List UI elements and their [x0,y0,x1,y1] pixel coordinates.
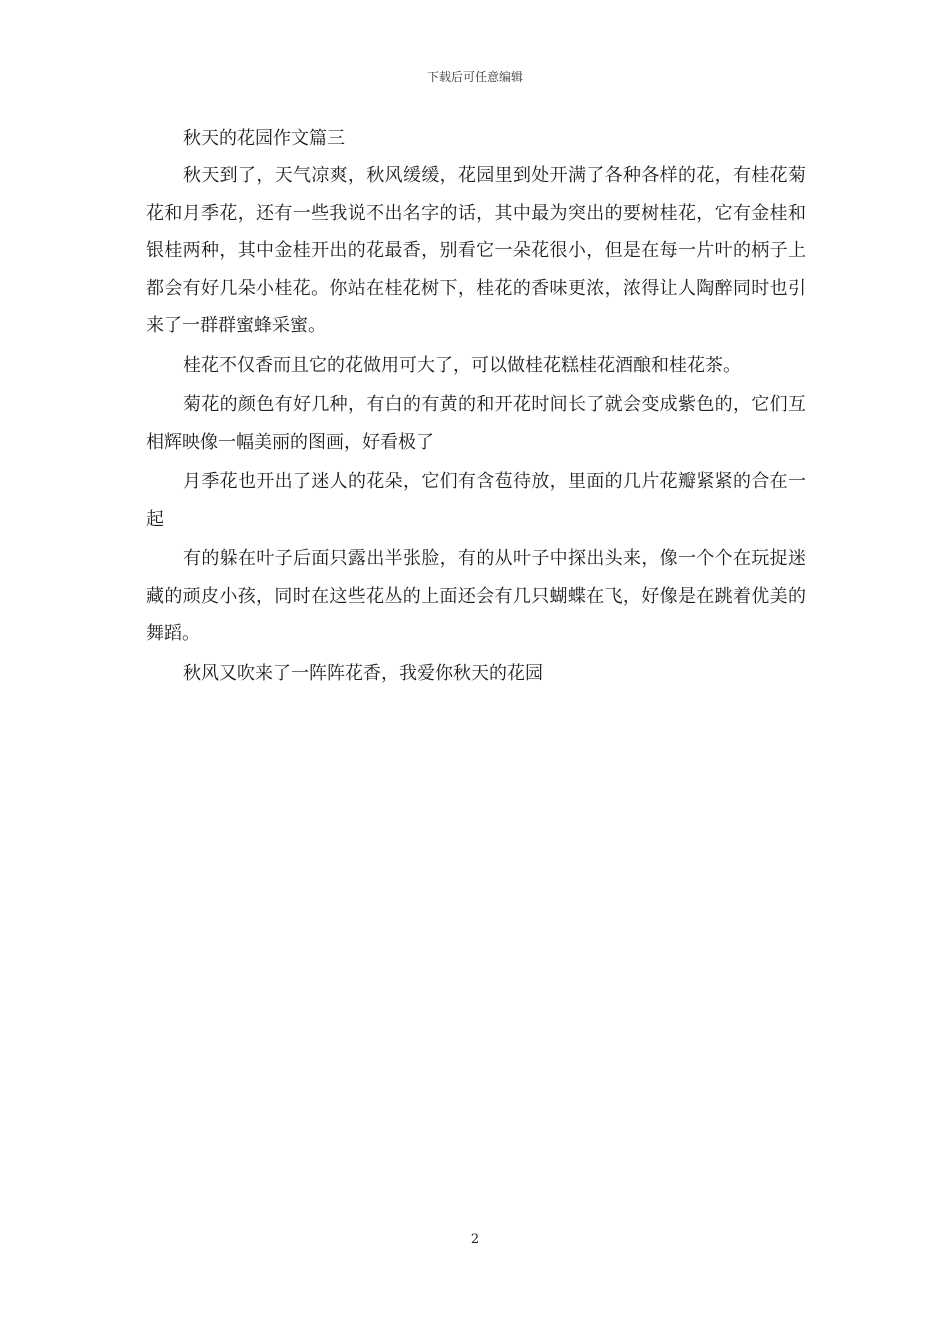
paragraph-2: 桂花不仅香而且它的花做用可大了，可以做桂花糕桂花酒酿和桂花茶。 [183,354,741,376]
paragraph-6: 秋风又吹来了一阵阵花香，我爱你秋天的花园 [183,662,543,684]
document-title: 秋天的花园作文篇三 [183,128,345,149]
header-note: 下载后可任意编辑 [426,70,523,84]
paragraph-5: 有的躲在叶子后面只露出半张脸，有的从叶子中探出头来，像一个个在玩捉迷藏的顽皮小孩，同时在这些花丛的上面还会有几只蝴蝶在飞，好像是在跳着优美的舞蹈。 [146,548,806,644]
paragraph-4: 月季花也开出了迷人的花朵，它们有含苞待放，里面的几片花瓣紧紧的合在一起 [146,471,806,530]
paragraph-3: 菊花的颜色有好几种，有白的有黄的和开花时间长了就会变成紫色的，它们互相辉映像一幅美丽的图画，好看极了 [146,394,806,453]
document-body [146,120,806,694]
page-number: 2 [470,1232,480,1247]
paragraph-1: 秋天到了，天气凉爽，秋风缓缓，花园里到处开满了各种各样的花，有桂花菊花和月季花，还有一些我说不出名字的话，其中最为突出的要树桂花，它有金桂和银桂两种，其中金桂开出的花最香，别看它一朵花很小，但是在每一片叶的柄子上都会有好几朵小桂花。你站在桂花树下，桂花的香味更浓，浓得让人陶醉同时也引来了一群群蜜蜂采蜜。 [146,165,806,336]
